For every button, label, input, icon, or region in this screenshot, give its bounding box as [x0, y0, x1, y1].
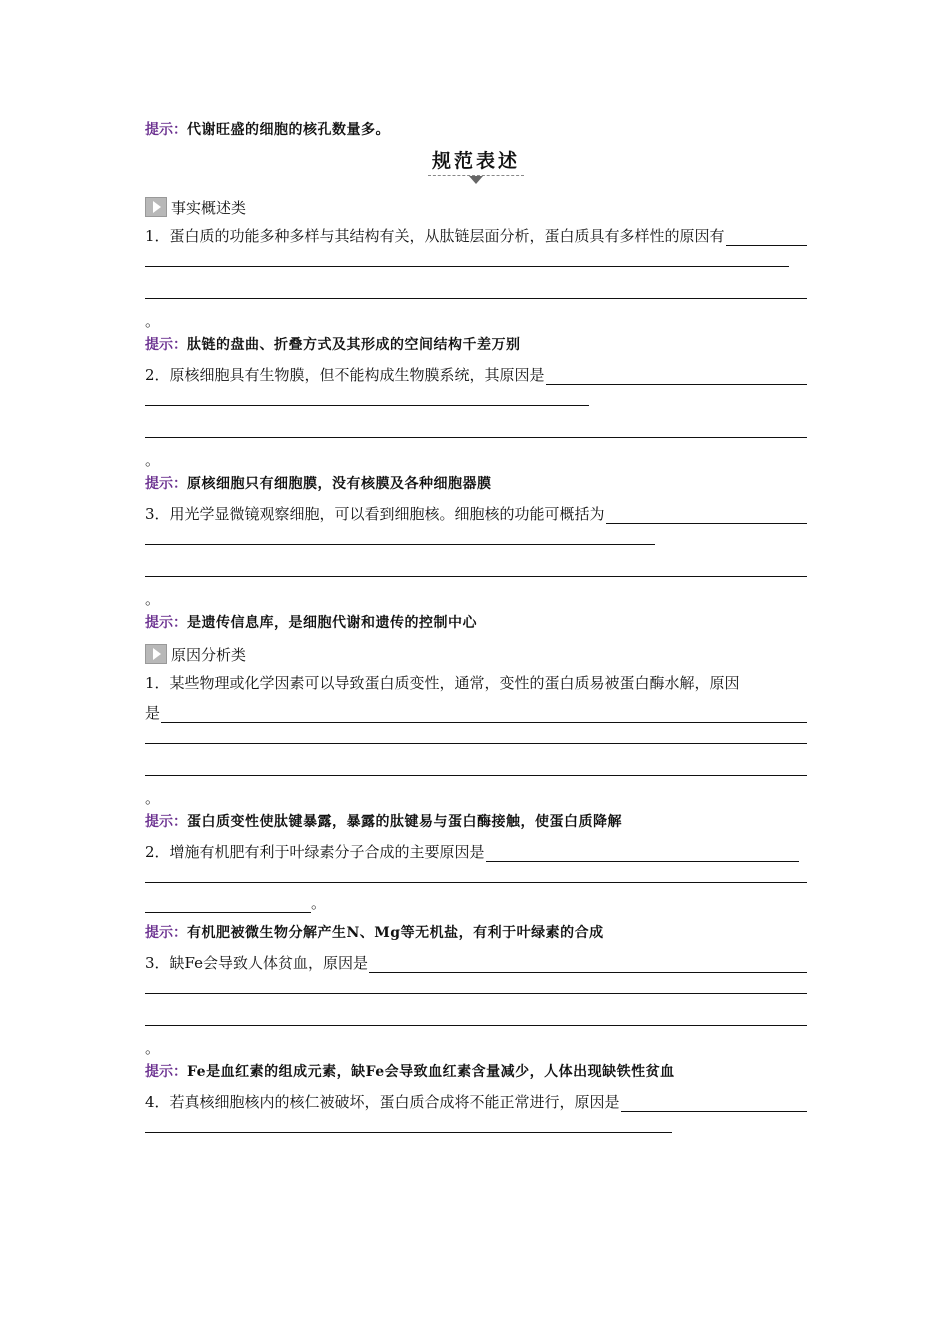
answer-blank[interactable]	[145, 265, 789, 267]
period: 。	[145, 789, 161, 807]
question-text: 是	[145, 704, 161, 722]
period: 。	[145, 312, 161, 330]
category-heading	[145, 196, 807, 218]
question-text: 2．原核细胞具有生物膜，但不能构成生物膜系统，其原因是	[145, 366, 545, 384]
answer-blank[interactable]	[145, 543, 655, 545]
intro-hint	[145, 120, 807, 140]
question-text: 1．某些物理或化学因素可以导致蛋白质变性，通常，变性的蛋白质易被蛋白酶水解，原因	[145, 674, 740, 692]
answer-hint	[145, 335, 807, 355]
hint-text: 肽链的盘曲、折叠方式及其形成的空间结构千差万别	[187, 337, 521, 353]
hint-label: 提示：	[145, 615, 187, 631]
answer-blank[interactable]	[486, 845, 799, 862]
answer-blank[interactable]	[145, 1024, 807, 1026]
answer-blank[interactable]	[606, 507, 807, 524]
category-heading	[145, 643, 807, 665]
worksheet-page	[145, 120, 807, 1133]
answer-blank[interactable]	[546, 368, 807, 385]
question	[145, 842, 799, 862]
question-text: 1．蛋白质的功能多种多样与其结构有关，从肽链层面分析，蛋白质具有多样性的原因有	[145, 227, 725, 245]
hint-text: 代谢旺盛的细胞的核孔数量多。	[187, 122, 390, 138]
hint-label: 提示：	[145, 814, 187, 830]
hint-label: 提示：	[145, 925, 187, 941]
play-icon	[145, 197, 167, 217]
answer-blank[interactable]	[145, 881, 807, 883]
question	[145, 953, 807, 973]
down-triangle-icon	[469, 176, 483, 184]
question	[145, 703, 807, 723]
answer-hint	[145, 1062, 807, 1082]
answer-blank[interactable]	[145, 896, 311, 913]
short-blank-line	[145, 893, 807, 913]
answer-blank[interactable]	[145, 742, 807, 744]
answer-blank[interactable]	[145, 436, 807, 438]
answer-blank[interactable]	[145, 1131, 672, 1133]
hint-label: 提示：	[145, 337, 187, 353]
answer-blank[interactable]	[726, 229, 807, 246]
answer-blank[interactable]	[145, 404, 589, 406]
section-title-text: 规范表述	[428, 146, 524, 176]
answer-hint	[145, 923, 807, 943]
answer-blank[interactable]	[145, 774, 807, 776]
answer-hint	[145, 812, 807, 832]
category-name: 原因分析类	[171, 645, 247, 664]
hint-text: Fe是血红素的组成元素，缺Fe会导致血红素含量减少，人体出现缺铁性贫血	[187, 1064, 675, 1080]
question	[145, 226, 807, 246]
question	[145, 504, 807, 524]
answer-blank[interactable]	[145, 992, 807, 994]
answer-hint	[145, 613, 807, 633]
section-title	[145, 146, 807, 186]
question-text: 2．增施有机肥有利于叶绿素分子合成的主要原因是	[145, 843, 485, 861]
question-text: 4．若真核细胞核内的核仁被破坏，蛋白质合成将不能正常进行，原因是	[145, 1093, 620, 1111]
period: 。	[145, 1039, 161, 1057]
hint-text: 是遗传信息库，是细胞代谢和遗传的控制中心	[187, 615, 477, 631]
question-text: 3．用光学显微镜观察细胞，可以看到细胞核。细胞核的功能可概括为	[145, 505, 605, 523]
answer-blank[interactable]	[145, 297, 807, 299]
question	[145, 1092, 807, 1112]
hint-text: 原核细胞只有细胞膜，没有核膜及各种细胞器膜	[187, 476, 492, 492]
hint-text: 有机肥被微生物分解产生N、Mg等无机盐，有利于叶绿素的合成	[187, 925, 604, 941]
play-icon	[145, 644, 167, 664]
answer-blank[interactable]	[621, 1095, 807, 1112]
category-name: 事实概述类	[171, 198, 247, 217]
answer-hint	[145, 474, 807, 494]
answer-blank[interactable]	[161, 706, 807, 723]
question-text: 3．缺Fe会导致人体贫血，原因是	[145, 954, 369, 972]
hint-text: 蛋白质变性使肽键暴露，暴露的肽键易与蛋白酶接触，使蛋白质降解	[187, 814, 622, 830]
period: 。	[311, 894, 327, 912]
hint-label: 提示：	[145, 122, 187, 138]
answer-blank[interactable]	[145, 575, 807, 577]
answer-blank[interactable]	[369, 956, 807, 973]
hint-label: 提示：	[145, 1064, 187, 1080]
period: 。	[145, 451, 161, 469]
period: 。	[145, 590, 161, 608]
question	[145, 365, 807, 385]
hint-label: 提示：	[145, 476, 187, 492]
